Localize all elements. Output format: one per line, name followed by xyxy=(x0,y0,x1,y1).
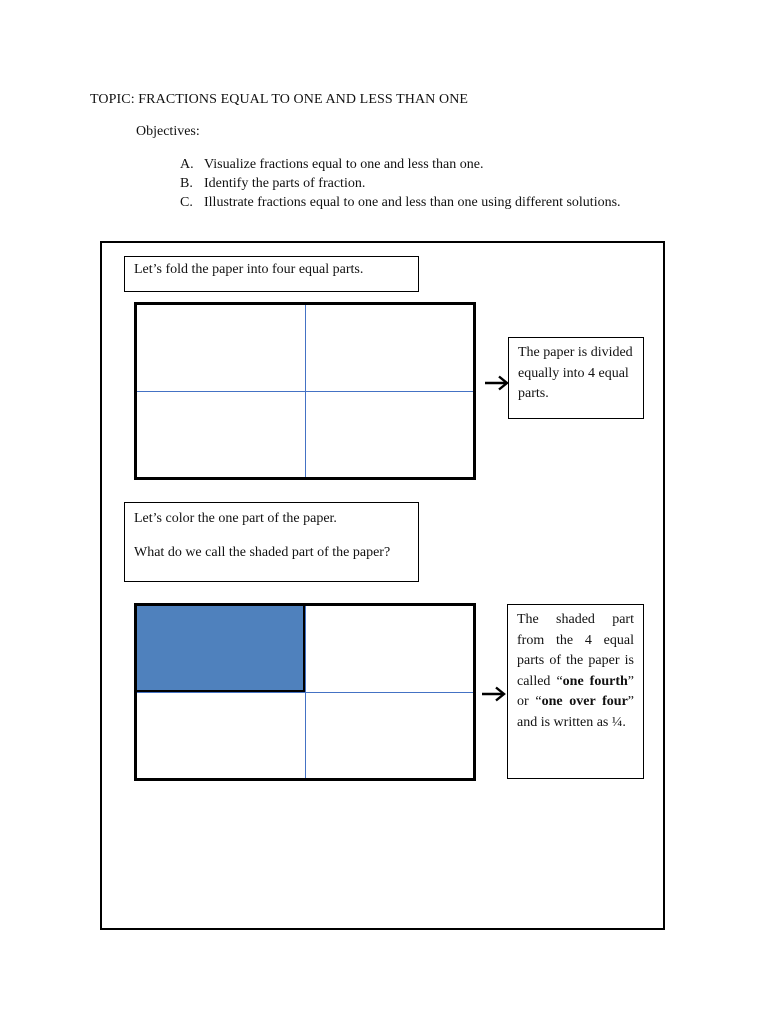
right-arrow-icon xyxy=(484,375,510,391)
objective-letter: C. xyxy=(180,195,193,210)
objective-letter: A. xyxy=(180,157,194,172)
objective-letter: B. xyxy=(180,176,193,191)
objective-text: Illustrate fractions equal to one and less than one using different solutions. xyxy=(204,195,621,210)
close-quote: ” xyxy=(627,694,634,710)
explanation-connector: or xyxy=(517,694,536,710)
topic-heading: TOPIC: FRACTIONS EQUAL TO ONE AND LESS THAN ONE xyxy=(90,92,469,107)
open-quote: “ xyxy=(556,673,563,689)
shaded-paper-diagram xyxy=(134,603,476,781)
explanation-tail: and is written as ¼. xyxy=(517,714,626,730)
divided-explanation-box xyxy=(508,337,644,419)
shaded-part-question: What do we call the shaded part of the paper? xyxy=(134,545,391,560)
objectives-label: Objectives: xyxy=(136,124,200,139)
one-fourth-explanation-box xyxy=(507,604,644,779)
objective-item xyxy=(180,174,621,193)
objective-item xyxy=(180,155,621,174)
open-quote: “ xyxy=(535,694,542,710)
objective-item xyxy=(180,193,621,212)
color-instruction-text: Let’s color the one part of the paper. xyxy=(134,511,337,526)
fold-instruction-text: Let’s fold the paper into four equal parts. xyxy=(134,262,364,277)
explanation-intro: The shaded part from the 4 equal parts of the paper is called xyxy=(517,612,634,689)
term-one-fourth: one fourth xyxy=(562,673,628,689)
horizontal-fold-line xyxy=(137,391,473,392)
objective-text: Visualize fractions equal to one and less than one. xyxy=(204,157,484,172)
right-arrow-icon xyxy=(481,686,507,702)
color-instruction-box xyxy=(124,502,419,582)
fold-instruction-box xyxy=(124,256,419,292)
shaded-quarter xyxy=(137,606,305,692)
objective-text: Identify the parts of fraction. xyxy=(204,176,366,191)
folded-paper-diagram xyxy=(134,302,476,480)
objectives-list xyxy=(180,155,621,212)
divided-explanation-text: The paper is divided equally into 4 equal parts. xyxy=(518,345,633,401)
horizontal-fold-line xyxy=(137,692,473,693)
close-quote: ” xyxy=(627,673,634,689)
term-one-over-four: one over four xyxy=(541,694,628,710)
